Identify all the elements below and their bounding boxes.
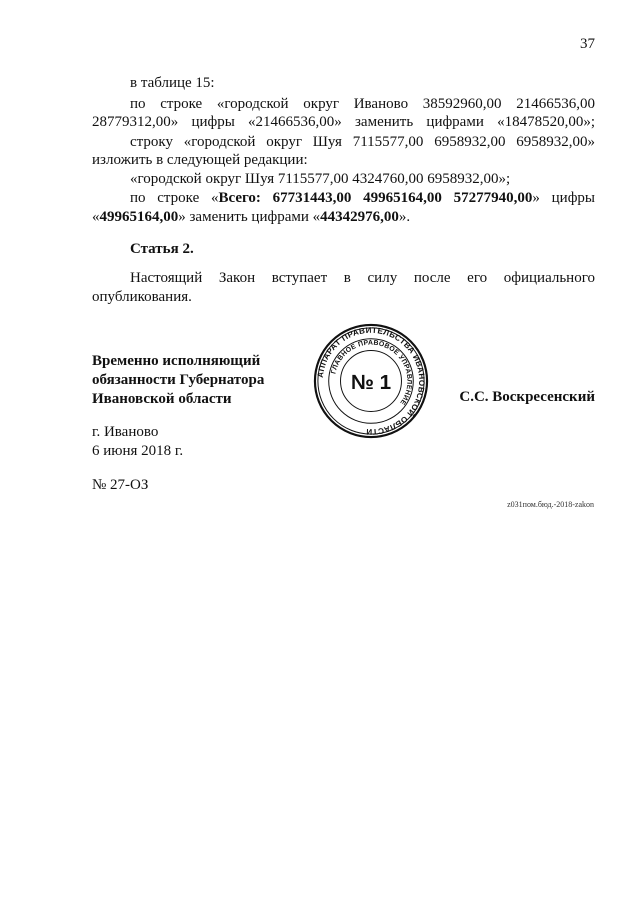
- article-2-text-line-2: опубликования.: [92, 289, 192, 305]
- date: 6 июня 2018 г.: [92, 443, 184, 459]
- stamp-outer-text: АППАРАТ ПРАВИТЕЛЬСТВА ИВАНОВСКОЙ ОБЛАСТИ: [315, 325, 427, 437]
- amendment-line-8-mid: » заменить цифрами «: [178, 209, 321, 225]
- official-seal-stamp: [312, 322, 430, 440]
- amendment-line-8-post: ».: [398, 209, 411, 225]
- article-2-heading: Статья 2.: [130, 241, 194, 257]
- stamp-inner-text: ГЛАВНОЕ ПРАВОВОЕ УПРАВЛЕНИЕ: [330, 339, 413, 406]
- place-and-date: [92, 423, 183, 461]
- place: г. Иваново: [92, 424, 159, 440]
- signatory-title-line-1: Временно исполняющий: [92, 353, 261, 369]
- file-code: z031пом.бюд.-2018-zakon: [507, 500, 594, 509]
- amendment-line-7-bold: Всего: 67731443,00 49965164,00 57277940,00: [218, 190, 533, 206]
- amendment-line-7-pre: по строке «: [130, 190, 219, 206]
- amendment-line-6: «городской округ Шуя 7115577,00 4324760,00 6958932,00»;: [130, 171, 511, 187]
- signatory-title: [92, 352, 264, 409]
- signatory-name: С.С. Воскресенский: [459, 389, 595, 405]
- page-number: 37: [580, 36, 595, 52]
- amendment-table-ref: в таблице 15:: [130, 75, 215, 91]
- article-2-text-line-1: Настоящий Закон вступает в силу после его официального: [130, 270, 595, 286]
- signatory-title-line-3: Ивановской области: [92, 391, 232, 407]
- amendment-line-3: 28779312,00» цифры «21466536,00» заменить цифрами «18478520,00»;: [92, 114, 595, 130]
- amendment-line-4: строку «городской округ Шуя 7115577,00 6958932,00 6958932,00»: [130, 134, 595, 150]
- stamp-number: № 1: [350, 370, 392, 394]
- amendment-line-7: [130, 189, 595, 208]
- amendment-line-7-post: » цифры: [532, 190, 596, 206]
- amendment-line-8: [92, 208, 595, 227]
- law-number: № 27-ОЗ: [92, 477, 149, 493]
- amendment-line-8-bold-2: 44342976,00: [320, 209, 399, 225]
- amendment-line-2: по строке «городской округ Иваново 38592960,00 21466536,00: [130, 96, 595, 112]
- signatory-title-line-2: обязанности Губернатора: [92, 372, 265, 388]
- seal-stamp-graphic: [312, 322, 430, 440]
- amendment-line-5: изложить в следующей редакции:: [92, 152, 308, 168]
- amendment-line-8-bold-1: 49965164,00: [99, 209, 179, 225]
- amendment-line-8-pre: «: [92, 209, 100, 225]
